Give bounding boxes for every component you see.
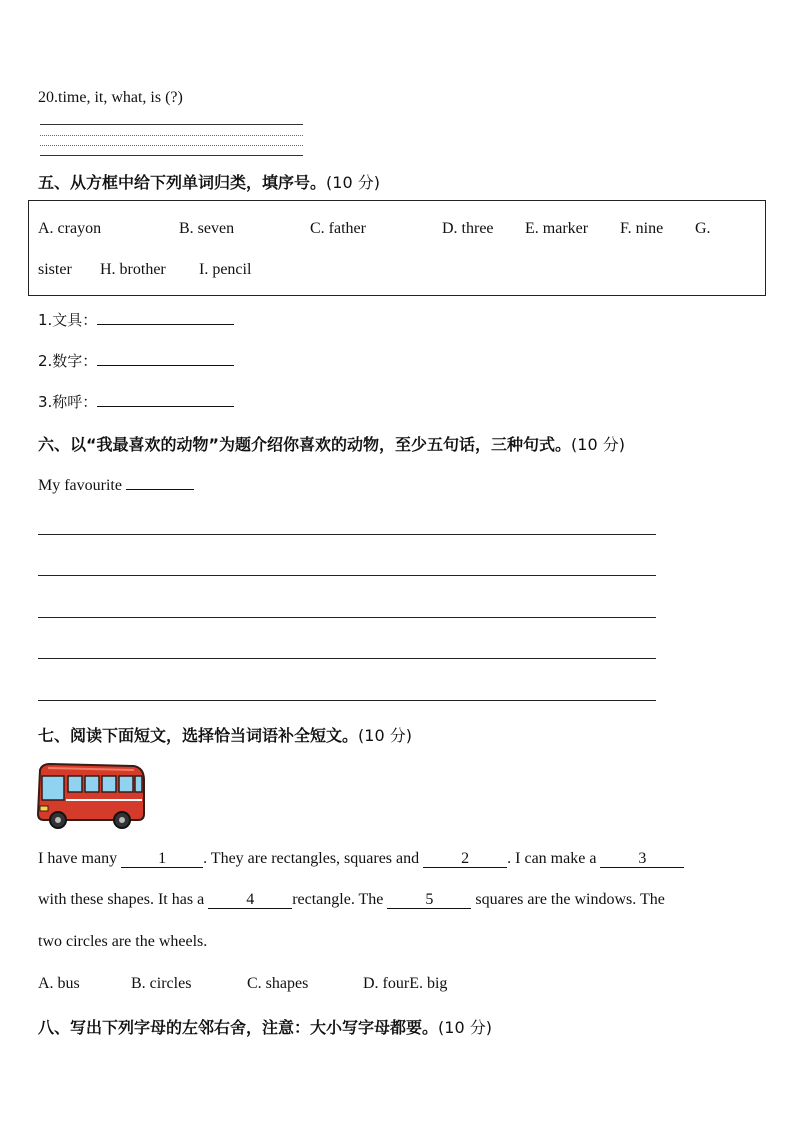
section-8-title: 八、写出下列字母的左邻右舍，注意：大小写字母都要。 [38,1018,439,1037]
blank-3[interactable]: 3 [600,851,684,868]
option-d: D. three [442,220,494,237]
option-i: I. pencil [199,261,252,278]
blank-2[interactable]: 2 [423,851,507,868]
section-6-title: 六、以“我最喜欢的动物”为题介绍你喜欢的动物，至少五句话，三种句式。 [38,435,572,454]
category-row [38,391,234,412]
section-6-points: (10 分) [571,435,625,454]
word-box [28,200,766,296]
option-b: B. seven [179,220,235,237]
question-20: 20.time, it, what, is (?) [38,89,183,106]
prompt-blank[interactable] [126,475,194,490]
section-6-heading [38,432,625,455]
choice-d: D. fourE. big [363,975,448,992]
blank-4[interactable]: 4 [208,892,292,909]
section-8-heading [38,1015,492,1038]
bus-illustration [34,760,148,830]
option-a: A. crayon [38,220,102,237]
answer-blank[interactable] [97,392,234,407]
choice-c: C. shapes [247,975,309,992]
blank-1[interactable]: 1 [121,851,203,868]
passage-text: . They are rectangles, squares and [203,850,420,867]
option-c: C. father [310,220,366,237]
option-f: F. nine [620,220,664,237]
section-5-points: (10 分) [326,173,380,192]
section-5-heading [38,170,380,193]
prompt-text: My favourite [38,477,122,494]
section-8-points: (10 分) [438,1018,492,1037]
option-h: H. brother [100,261,166,278]
section-5-title: 五、从方框中给下列单词归类，填序号。 [38,173,327,192]
category-label: 2.数字： [38,352,98,370]
section-7-points: (10 分) [358,726,412,745]
passage-text: rectangle. The [292,891,384,908]
choice-b: B. circles [131,975,192,992]
category-label: 3.称呼： [38,393,98,411]
passage-text: squares are the windows. The [475,891,665,908]
option-e: E. marker [525,220,589,237]
category-row [38,350,234,371]
answer-blank[interactable] [97,351,234,366]
passage-text: with these shapes. It has a [38,891,205,908]
blank-5[interactable]: 5 [387,892,471,909]
section-7-heading [38,723,412,746]
passage-line-3: two circles are the wheels. [38,933,208,950]
writing-prompt [38,475,194,495]
passage-text: I have many [38,850,118,867]
choice-a: A. bus [38,975,80,992]
passage-line-2 [38,891,665,909]
category-row [38,309,234,330]
answer-blank[interactable] [97,310,234,325]
option-g: G. [695,220,711,237]
section-7-title: 七、阅读下面短文，选择恰当词语补全短文。 [38,726,359,745]
passage-text: . I can make a [507,850,597,867]
option-g-word: sister [38,261,72,278]
category-label: 1.文具： [38,311,98,329]
passage-line-1 [38,850,684,868]
